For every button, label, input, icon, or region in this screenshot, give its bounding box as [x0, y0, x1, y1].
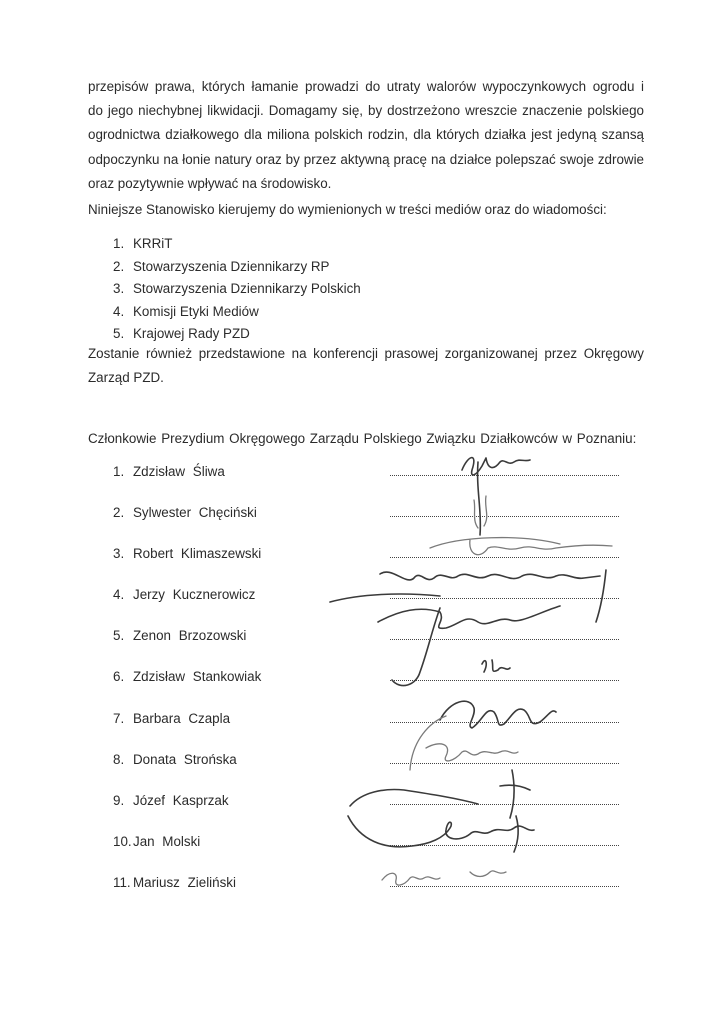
list-item — [113, 278, 361, 301]
item-number: 5. — [113, 326, 125, 342]
signature-line — [390, 886, 619, 887]
intro-line: odpoczynku na łonie natury oraz by przez aktywną pracę na działce polepszać swoje zdrowie — [88, 151, 644, 167]
item-number: 1. — [113, 464, 125, 479]
signature-5-loop — [392, 608, 440, 686]
member-row — [113, 583, 261, 624]
member-row — [113, 624, 261, 665]
intro-line: oraz pozytywnie wpływać na środowisko. — [88, 175, 332, 191]
signature-line — [390, 680, 619, 681]
list-item — [113, 233, 361, 256]
item-number: 10. — [113, 833, 132, 849]
members-list — [113, 460, 261, 912]
signature-10 — [348, 816, 534, 847]
item-number: 9. — [113, 792, 125, 808]
intro-line: przepisów prawa, których łamanie prowadzi do utraty walorów wypoczynkowych ogrodu i — [88, 79, 644, 94]
recipients-lead — [88, 198, 644, 222]
item-number: 4. — [113, 587, 125, 603]
signature-11 — [382, 871, 506, 885]
item-number: 5. — [113, 628, 125, 644]
signature-line — [390, 516, 619, 517]
signature-line — [390, 557, 619, 558]
signature-4 — [380, 570, 606, 622]
recipient-label: Stowarzyszenia Dziennikarzy RP — [133, 258, 330, 274]
member-row — [113, 501, 261, 542]
member-name: Sylwester Chęciński — [133, 505, 257, 521]
lead-text: Niniejsze Stanowisko kierujemy do wymienionych w treści mediów oraz do wiadomości: — [88, 202, 607, 217]
closing-line: Zarząd PZD. — [88, 370, 164, 386]
signature-3 — [430, 538, 612, 555]
list-item — [113, 256, 361, 279]
item-number: 2. — [113, 505, 125, 521]
signature-2 — [474, 496, 487, 528]
item-number: 8. — [113, 751, 125, 767]
member-name: Józef Kasprzak — [133, 792, 229, 808]
member-name: Robert Klimaszewski — [133, 546, 262, 562]
member-name: Zdzisław Śliwa — [133, 464, 225, 479]
signature-9 — [500, 770, 530, 818]
signature-1 — [462, 458, 530, 475]
member-name: Jerzy Kucznerowicz — [133, 587, 256, 603]
intro-paragraph — [88, 75, 644, 196]
recipient-label: KRRiT — [133, 236, 173, 251]
member-row — [113, 830, 261, 871]
closing-line: Zostanie również przedstawione na konferencji prasowej zorganizowanej przez Okręgowy — [88, 346, 644, 361]
member-name: Zdzisław Stankowiak — [133, 669, 262, 685]
member-row — [113, 665, 261, 706]
member-row — [113, 748, 261, 789]
item-number: 6. — [113, 669, 125, 685]
intro-line: ogrodnictwa działkowego dla miliona polskich rodzin, dla których działka jest jedyną szansą — [88, 127, 644, 143]
signature-line — [390, 475, 619, 476]
signature-line — [390, 845, 619, 846]
item-number: 4. — [113, 303, 125, 319]
member-row — [113, 789, 261, 830]
recipient-label: Stowarzyszenia Dziennikarzy Polskich — [133, 281, 361, 297]
signature-1-stem — [478, 462, 481, 535]
item-number: 3. — [113, 281, 125, 297]
member-row — [113, 460, 261, 501]
recipient-label: Krajowej Rady PZD — [133, 326, 250, 342]
list-item — [113, 301, 361, 324]
signature-line — [390, 804, 619, 805]
recipients-list — [113, 233, 361, 346]
member-row — [113, 542, 261, 583]
item-number: 2. — [113, 258, 125, 274]
member-row — [113, 871, 261, 912]
member-row — [113, 707, 261, 748]
member-name: Mariusz Zieliński — [133, 874, 236, 890]
intro-line: do jego niechybnej likwidacji. Domagamy się, by dostrzeżono wreszcie znaczenie polskiego — [88, 103, 644, 119]
item-number: 3. — [113, 546, 125, 562]
item-number: 7. — [113, 710, 125, 726]
member-name: Barbara Czapla — [133, 710, 231, 726]
signature-5 — [378, 606, 560, 628]
signature-line — [390, 722, 619, 723]
closing-paragraph — [88, 342, 644, 390]
members-header: Członkowie Prezydium Okręgowego Zarządu Polskiego Związku Działkowców w Poznaniu: — [88, 431, 637, 446]
signature-6 — [482, 660, 510, 672]
signature-line — [390, 639, 619, 640]
signature-7 — [440, 701, 556, 728]
member-name: Zenon Brzozowski — [133, 628, 247, 644]
signature-8 — [426, 744, 518, 761]
signature-10-mark — [514, 816, 518, 852]
signature-line — [390, 598, 619, 599]
recipient-label: Komisji Etyki Mediów — [133, 303, 259, 319]
member-name: Jan Molski — [133, 833, 201, 849]
member-name: Donata Strońska — [133, 751, 237, 767]
item-number: 1. — [113, 236, 125, 251]
item-number: 11. — [113, 874, 131, 890]
signature-line — [390, 763, 619, 764]
